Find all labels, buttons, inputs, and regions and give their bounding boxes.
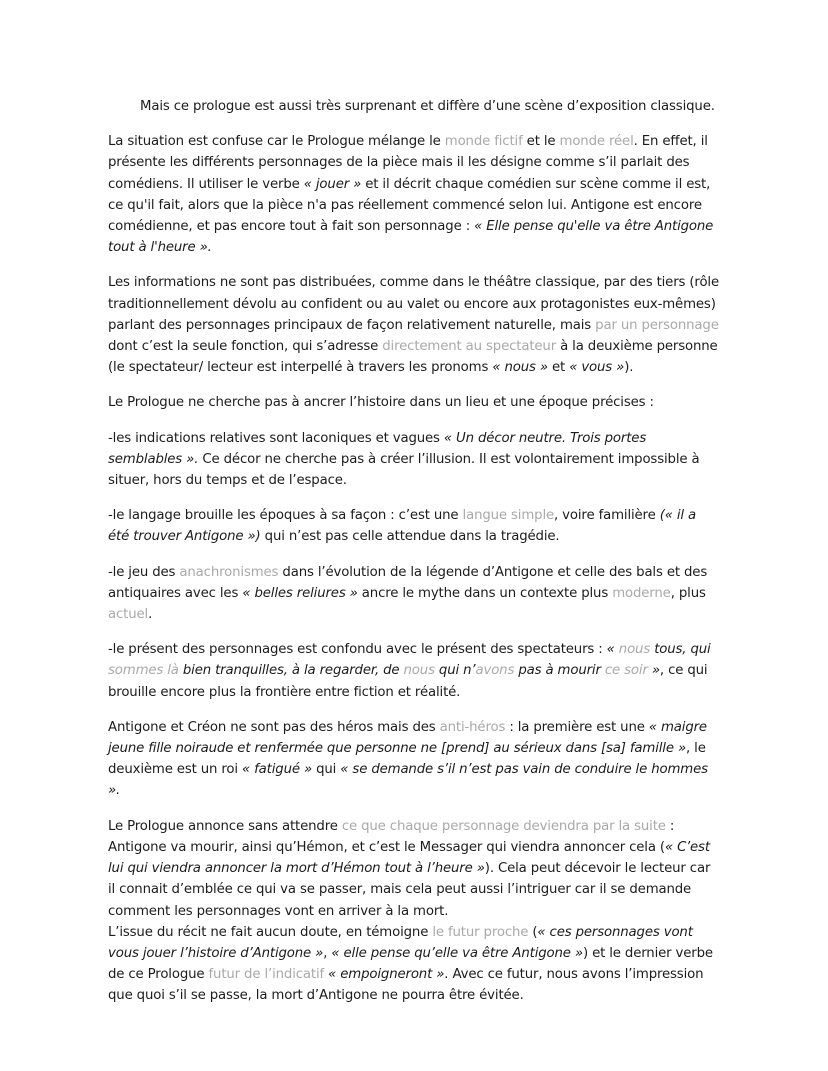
quotation: « C’est lui qui viendra annoncer la mort d’Hémon tout à l’heure »: [108, 839, 710, 877]
quotation: « nous »: [492, 360, 548, 376]
text-run: ) et le dernier verbe de ce Prologue: [108, 945, 713, 983]
paragraph: [108, 639, 720, 703]
paragraph: [108, 562, 720, 626]
quotation: (« il a été trouver Antigone »): [108, 508, 697, 545]
quotation: « Un décor neutre. Trois portes semblables ».: [108, 430, 647, 467]
quotation: « Elle pense qu'elle va être Antigone tout à l'heure ».: [108, 219, 714, 256]
text-run: , ce qui brouille encore plus la frontière entre fiction et réalité.: [108, 663, 708, 700]
quotation: « jouer »: [303, 176, 362, 192]
text-run: ).: [624, 360, 634, 376]
highlighted-term: directement au spectateur: [382, 339, 557, 355]
text-run: -les indications relatives sont laconiques et vagues: [108, 430, 444, 446]
highlighted-term: anachronismes: [179, 564, 279, 580]
text-run: dans l’évolution de la légende d’Antigone et celle des bals et des antiquaires avec les: [108, 564, 708, 601]
text-run: Le Prologue ne cherche pas à ancrer l’histoire dans un lieu et une époque précises :: [108, 395, 654, 411]
text-run: ). Cela peut décevoir le lecteur car il connait d’emblée ce qui va se passer, mais cela peut aussi l’intriguer car il se demande comment les personnages vont en arriver à la mort.: [108, 861, 711, 919]
text-run: .: [148, 607, 153, 623]
text-run: qui n’est pas celle attendue dans la tragédie.: [260, 529, 560, 545]
paragraph: [108, 96, 720, 117]
paragraph: [108, 131, 720, 258]
text-run: : la première est une: [505, 719, 649, 735]
text-run: Les informations ne sont pas distribuées, comme dans le théâtre classique, par des tiers (rôle traditionnellement dévolu au confident ou au valet ou encore aux protagonistes eux-mêmes) parlant des personnages principaux de façon relativement naturelle, mais: [108, 275, 720, 333]
text-run: (: [528, 924, 538, 940]
paragraph: [108, 717, 720, 802]
paragraph: [108, 428, 720, 492]
highlighted-term: ce que chaque personnage deviendra par la suite: [341, 818, 666, 834]
quotation: »: [647, 663, 660, 679]
quotation: pas à mourir: [514, 663, 605, 679]
highlighted-term: par un personnage: [595, 317, 719, 333]
text-run: dont c’est la seule fonction, qui s’adresse: [108, 339, 383, 355]
text-run: , voire familière: [554, 508, 660, 524]
paragraph: [108, 816, 720, 922]
text-run: : Antigone va mourir, ainsi qu’Hémon, et c’est le Messager qui viendra annoncer cela (: [108, 818, 675, 855]
quotation: « vous »: [569, 360, 625, 376]
quotation: qui n’: [434, 663, 476, 679]
text-run: à la deuxième personne (le spectateur/ lecteur est interpellé à travers les pronoms: [108, 339, 718, 376]
quotation: bien tranquilles, à la regarder, de: [178, 663, 404, 679]
text-run: La situation est confuse car le Prologue mélange le: [108, 134, 445, 150]
text-run: Mais ce prologue est aussi très surprenant et diffère d’une scène d’exposition classique.: [140, 99, 715, 114]
quotation: « ces personnages vont vous jouer l’histoire d’Antigone »: [108, 924, 693, 961]
text-run: , le deuxième est un roi: [108, 741, 706, 778]
paragraph: [108, 922, 720, 1007]
text-run: ,: [323, 945, 332, 961]
text-run: , plus: [670, 585, 706, 601]
text-run: et le: [522, 134, 560, 150]
text-run: -le langage brouille les époques à sa façon : c’est une: [108, 508, 463, 524]
highlighted-term: monde fictif: [444, 134, 523, 150]
text-run: -le jeu des: [108, 564, 180, 580]
text-run: ancre le mythe dans un contexte plus: [357, 585, 613, 601]
quotation: « elle pense qu’elle va être Antigone »: [331, 945, 583, 961]
highlighted-term: sommes là: [108, 663, 179, 679]
highlighted-term: avons: [475, 663, 515, 679]
highlighted-term: ce soir: [604, 663, 648, 679]
text-run: . Avec ce futur, nous avons l’impression que quoi s’il se passe, la mort d’Antigone ne pourra être évitée.: [108, 967, 704, 1004]
quotation: « fatigué »: [242, 762, 313, 778]
text-run: et: [547, 360, 570, 376]
highlighted-term: monde réel: [559, 134, 634, 150]
highlighted-term: moderne: [612, 585, 671, 601]
text-run: Le Prologue annonce sans attendre: [108, 818, 342, 834]
paragraph: [108, 272, 720, 378]
quotation: « se demande s’il n’est pas vain de conduire le hommes ».: [108, 762, 708, 799]
text-run: . En effet, il présente les différents personnages de la pièce mais il les désigne comme s’il parlait des comédiens. Il utiliser le verbe: [108, 134, 708, 192]
quotation: « belles reliures »: [242, 585, 358, 601]
paragraph: [108, 392, 720, 413]
text-run: et il décrit chaque comédien sur scène comme il est, ce qu'il fait, alors que la pièce n'a pas réellement commencé selon lui. Antigone est encore comédienne, et pas encore tout à fait son personnage :: [108, 176, 711, 235]
document-page: [108, 96, 720, 1021]
quotation: « empoigneront »: [328, 967, 445, 983]
quotation: « maigre jeune fille noiraude et renfermée que personne ne [prend] au sérieux dans [sa] famille »: [108, 719, 707, 757]
text-run: Ce décor ne cherche pas à créer l’illusion. Il est volontairement impossible à situer, hors du temps et de l’espace.: [108, 451, 700, 489]
paragraph: [108, 505, 720, 547]
highlighted-term: nous: [618, 642, 651, 658]
text-run: Antigone et Créon ne sont pas des héros mais des: [108, 719, 440, 735]
quotation: «: [606, 642, 619, 658]
text-run: -le présent des personnages est confondu avec le présent des spectateurs :: [108, 642, 607, 658]
highlighted-term: le futur proche: [432, 924, 529, 940]
highlighted-term: anti-héros: [439, 719, 506, 735]
highlighted-term: langue simple: [462, 508, 555, 524]
highlighted-term: actuel: [108, 607, 149, 623]
highlighted-term: nous: [403, 663, 435, 679]
quotation: tous, qui: [650, 642, 711, 658]
highlighted-term: futur de l’indicatif: [208, 967, 325, 983]
text-run: L’issue du récit ne fait aucun doute, en témoigne: [108, 924, 433, 940]
text-run: qui: [312, 762, 341, 778]
